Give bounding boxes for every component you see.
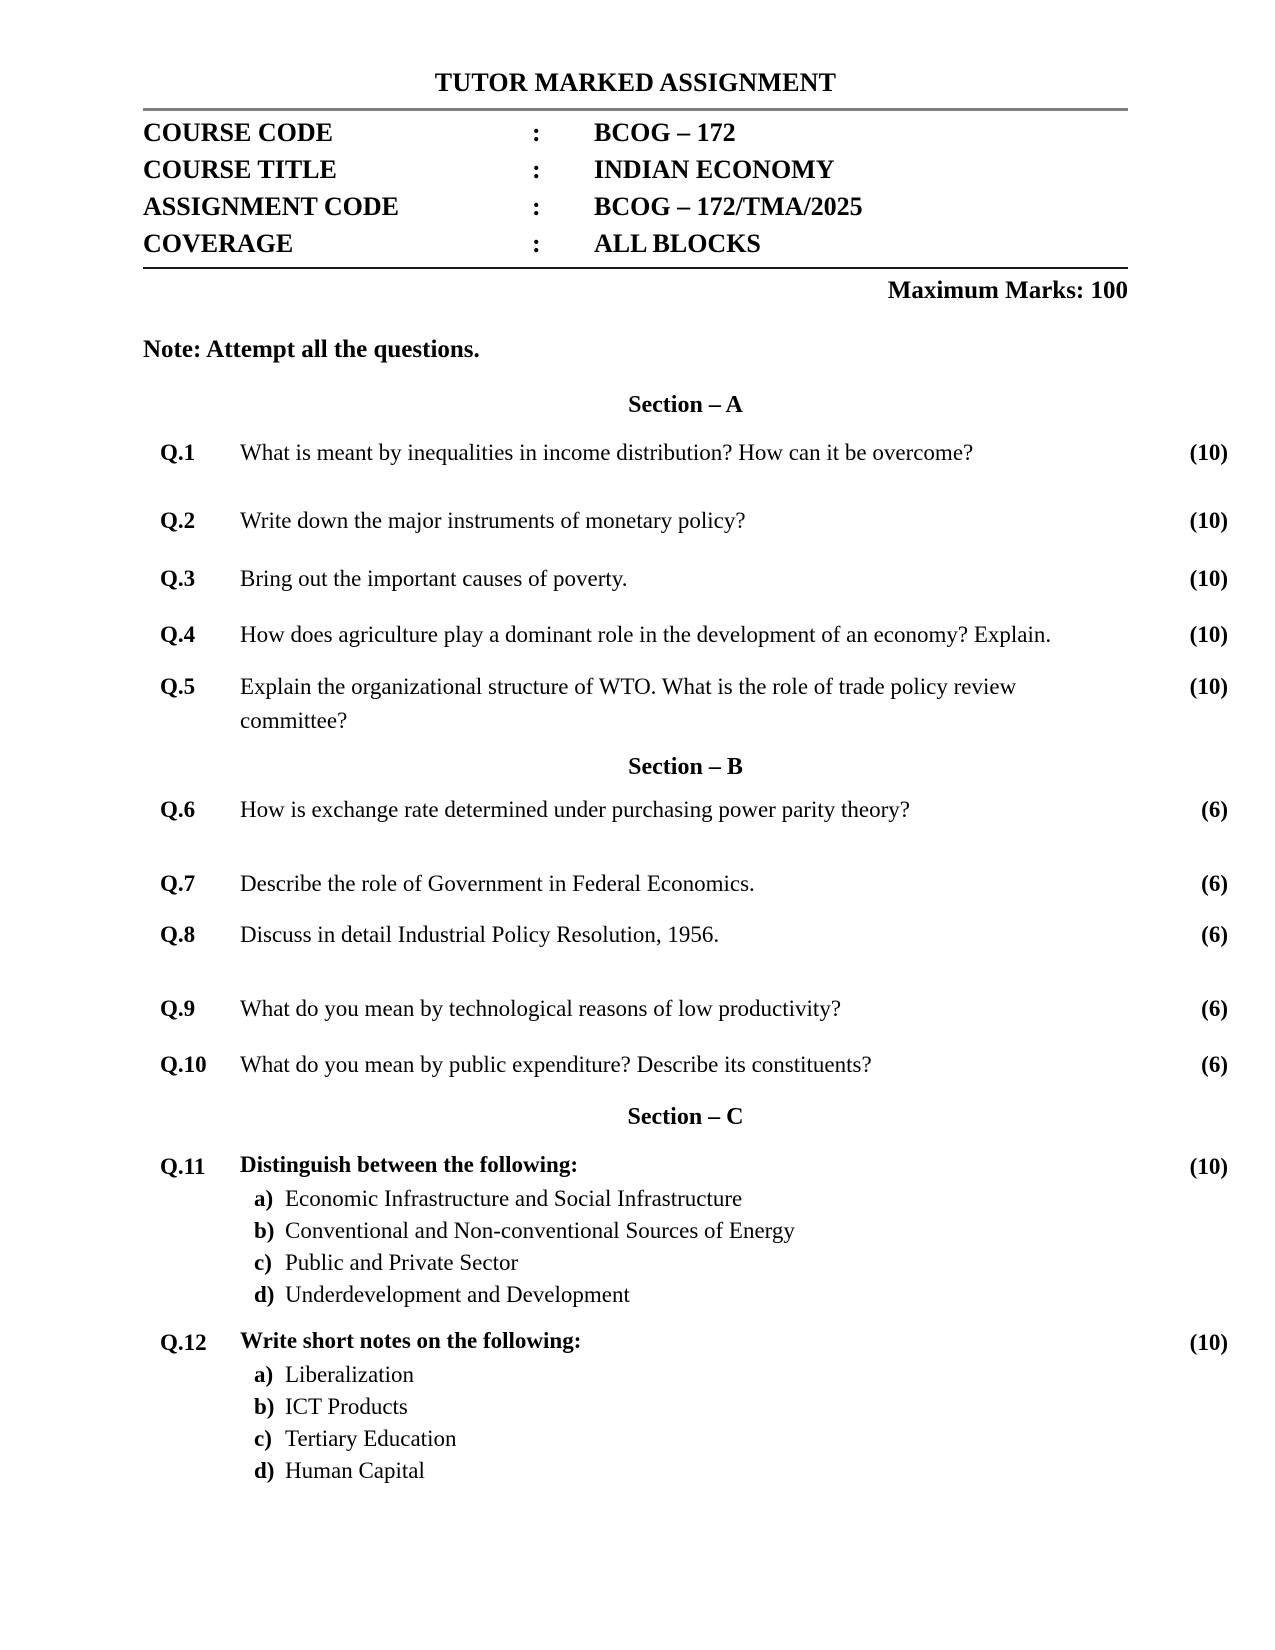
sub-item-text: Economic Infrastructure and Social Infrastructure bbox=[285, 1186, 743, 1211]
question-marks: (10) bbox=[1189, 1330, 1228, 1355]
question-number: Q.2 bbox=[160, 508, 196, 533]
question-text: How does agriculture play a dominant role in the development of an economy? Explain. bbox=[240, 622, 1052, 647]
question-marks: (10) bbox=[1189, 1154, 1228, 1179]
question-block-q11 bbox=[143, 1150, 1228, 1311]
question-row-q2 bbox=[160, 504, 1228, 538]
sub-item-text: Conventional and Non-conventional Sources of Energy bbox=[285, 1218, 795, 1243]
info-row-coverage bbox=[143, 225, 1128, 262]
question-text: Write down the major instruments of monetary policy? bbox=[240, 508, 746, 533]
sub-item-b bbox=[254, 1391, 1228, 1423]
question-row-q10 bbox=[160, 1048, 1228, 1082]
question-number: Q.4 bbox=[160, 622, 196, 647]
sub-item-letter: a) bbox=[254, 1362, 274, 1387]
question-row-q3 bbox=[160, 562, 1228, 596]
sub-item-letter: d) bbox=[254, 1282, 275, 1307]
question-marks: (6) bbox=[1201, 1052, 1228, 1077]
question-row-q4 bbox=[160, 618, 1228, 652]
sub-item-d bbox=[254, 1279, 1228, 1311]
sub-item-a bbox=[254, 1359, 1228, 1391]
question-marks: (10) bbox=[1189, 440, 1228, 465]
info-label: COURSE TITLE bbox=[143, 155, 337, 184]
question-row-q6 bbox=[160, 793, 1228, 827]
info-label: COVERAGE bbox=[143, 229, 294, 258]
sub-item-b bbox=[254, 1215, 1228, 1247]
question-number: Q.3 bbox=[160, 566, 196, 591]
sub-item-text: Public and Private Sector bbox=[285, 1250, 519, 1275]
question-text: Write short notes on the following: bbox=[240, 1328, 582, 1353]
question-number: Q.5 bbox=[160, 674, 196, 699]
question-marks: (10) bbox=[1189, 566, 1228, 591]
info-row-assignment-code bbox=[143, 188, 1128, 225]
question-text: What do you mean by technological reasons of low productivity? bbox=[240, 996, 842, 1021]
sub-item-letter: d) bbox=[254, 1458, 275, 1483]
info-value: BCOG – 172 bbox=[594, 118, 736, 147]
sub-item-text: Underdevelopment and Development bbox=[285, 1282, 630, 1307]
sub-item-text: Human Capital bbox=[285, 1458, 425, 1483]
info-separator: : bbox=[532, 192, 541, 221]
info-separator: : bbox=[532, 229, 541, 258]
question-number: Q.7 bbox=[160, 871, 196, 896]
sub-item-list bbox=[254, 1183, 1228, 1311]
question-text: Distinguish between the following: bbox=[240, 1152, 578, 1177]
question-marks: (6) bbox=[1201, 871, 1228, 896]
sub-item-letter: c) bbox=[254, 1250, 272, 1275]
maximum-marks: Maximum Marks: 100 bbox=[887, 277, 1128, 304]
note-text: Note: Attempt all the questions. bbox=[143, 336, 480, 363]
question-marks: (6) bbox=[1201, 922, 1228, 947]
question-number: Q.12 bbox=[160, 1330, 207, 1355]
sub-item-letter: a) bbox=[254, 1186, 274, 1211]
info-separator: : bbox=[532, 155, 541, 184]
question-marks: (10) bbox=[1189, 622, 1228, 647]
sub-item-a bbox=[254, 1183, 1228, 1215]
question-number: Q.9 bbox=[160, 996, 196, 1021]
question-text: Describe the role of Government in Federal Economics. bbox=[240, 871, 755, 896]
info-label: ASSIGNMENT CODE bbox=[143, 192, 399, 221]
question-text: How is exchange rate determined under purchasing power parity theory? bbox=[240, 797, 910, 822]
sub-item-c bbox=[254, 1423, 1228, 1455]
question-marks: (6) bbox=[1201, 996, 1228, 1021]
sub-item-letter: c) bbox=[254, 1426, 272, 1451]
page-title: TUTOR MARKED ASSIGNMENT bbox=[434, 68, 837, 97]
info-separator: : bbox=[532, 118, 541, 147]
question-text: Bring out the important causes of poverty. bbox=[240, 566, 628, 591]
question-row-q7 bbox=[160, 867, 1228, 901]
info-row-course-code bbox=[143, 114, 1128, 151]
info-label: COURSE CODE bbox=[143, 118, 333, 147]
question-text: What do you mean by public expenditure? Describe its constituents? bbox=[240, 1052, 872, 1077]
sub-item-text: ICT Products bbox=[285, 1394, 408, 1419]
question-number: Q.10 bbox=[160, 1052, 207, 1077]
question-text: Explain the organizational structure of WTO. What is the role of trade policy review committee? bbox=[240, 674, 1017, 733]
info-value: BCOG – 172/TMA/2025 bbox=[594, 192, 863, 221]
sub-item-letter: b) bbox=[254, 1394, 275, 1419]
question-number: Q.6 bbox=[160, 797, 196, 822]
sub-item-text: Tertiary Education bbox=[285, 1426, 457, 1451]
section-heading-c: Section – C bbox=[627, 1104, 744, 1130]
question-number: Q.8 bbox=[160, 922, 196, 947]
question-marks: (10) bbox=[1189, 508, 1228, 533]
question-marks: (10) bbox=[1189, 674, 1228, 699]
question-row-q8 bbox=[160, 918, 1228, 952]
info-value: ALL BLOCKS bbox=[594, 229, 761, 258]
sub-item-letter: b) bbox=[254, 1218, 275, 1243]
info-row-course-title bbox=[143, 151, 1128, 188]
question-number: Q.1 bbox=[160, 440, 196, 465]
sub-item-list bbox=[254, 1359, 1228, 1487]
question-row-q1 bbox=[160, 436, 1228, 470]
course-info-table bbox=[143, 108, 1128, 269]
question-row-q9 bbox=[160, 992, 1228, 1026]
sub-item-c bbox=[254, 1247, 1228, 1279]
sub-item-text: Liberalization bbox=[285, 1362, 414, 1387]
question-row-q12 bbox=[160, 1326, 1228, 1359]
section-heading-b: Section – B bbox=[628, 754, 743, 780]
sub-item-d bbox=[254, 1455, 1228, 1487]
question-marks: (6) bbox=[1201, 797, 1228, 822]
info-value: INDIAN ECONOMY bbox=[594, 155, 835, 184]
question-row-q11 bbox=[160, 1150, 1228, 1183]
question-row-q5 bbox=[160, 670, 1228, 738]
question-number: Q.11 bbox=[160, 1154, 206, 1179]
question-text: Discuss in detail Industrial Policy Resolution, 1956. bbox=[240, 922, 720, 947]
question-text: What is meant by inequalities in income distribution? How can it be overcome? bbox=[240, 440, 974, 465]
question-block-q12 bbox=[143, 1326, 1228, 1487]
document-header bbox=[143, 66, 1128, 269]
section-heading-a: Section – A bbox=[628, 392, 743, 418]
